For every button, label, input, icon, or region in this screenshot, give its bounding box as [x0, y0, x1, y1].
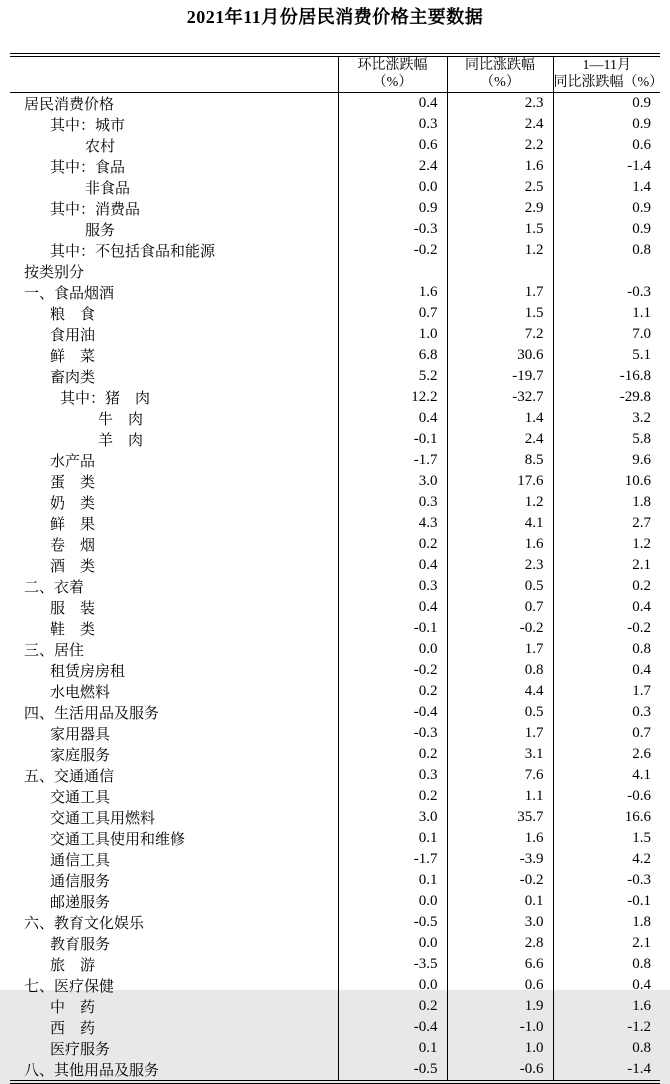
row-value-yoy: -19.7: [447, 366, 553, 387]
table-row: [10, 1059, 660, 1082]
row-label: 卷 烟: [50, 537, 96, 554]
row-value-ytd: 0.6: [553, 135, 660, 156]
table-row: [10, 660, 660, 681]
table-row: [10, 471, 660, 492]
row-value-yoy: 2.3: [447, 92, 553, 114]
row-value-mom: 0.2: [338, 786, 447, 807]
table-row: [10, 345, 660, 366]
row-value-yoy: 0.1: [447, 891, 553, 912]
row-value-yoy: 1.6: [447, 156, 553, 177]
row-label: 食用油: [50, 327, 96, 344]
row-label: 三、居住: [24, 642, 85, 659]
row-value-ytd: 1.8: [553, 912, 660, 933]
row-label: 交通工具: [50, 789, 111, 806]
table-row: [10, 576, 660, 597]
table-row: [10, 492, 660, 513]
row-value-yoy: -1.0: [447, 1017, 553, 1038]
row-label: 租赁房房租: [50, 663, 126, 680]
row-label: 医疗服务: [50, 1041, 111, 1058]
row-value-ytd: 1.8: [553, 492, 660, 513]
row-value-ytd: 0.3: [553, 702, 660, 723]
row-label: 居民消费价格: [24, 96, 115, 113]
row-value-yoy: 0.5: [447, 702, 553, 723]
table-row: [10, 114, 660, 135]
row-value-ytd: 0.7: [553, 723, 660, 744]
row-label: 六、教育文化娱乐: [24, 915, 145, 932]
row-label: 蛋 类: [50, 474, 96, 491]
table-row: [10, 387, 660, 408]
row-value-ytd: 7.0: [553, 324, 660, 345]
row-value-ytd: 0.9: [553, 92, 660, 114]
row-label: 其中：食品: [50, 159, 126, 176]
row-value-yoy: 1.4: [447, 408, 553, 429]
table-row: [10, 597, 660, 618]
row-value-yoy: 1.2: [447, 240, 553, 261]
row-label: 邮递服务: [50, 894, 111, 911]
table-row: [10, 618, 660, 639]
row-value-yoy: 2.4: [447, 429, 553, 450]
cpi-table: [10, 53, 664, 1084]
row-value-mom: 3.0: [338, 471, 447, 492]
row-label: 鞋 类: [50, 621, 96, 638]
table-row: [10, 765, 660, 786]
row-value-mom: 0.4: [338, 597, 447, 618]
row-label: 鲜 果: [50, 516, 96, 533]
row-value-mom: 0.3: [338, 114, 447, 135]
row-value-mom: -3.5: [338, 954, 447, 975]
row-label: 通信服务: [50, 873, 111, 890]
row-label: 奶 类: [50, 495, 96, 512]
col-header-yoy: [447, 55, 553, 92]
table-row: [10, 261, 660, 282]
table-row: [10, 639, 660, 660]
row-label: 按类别分: [24, 264, 85, 281]
row-value-yoy: 1.9: [447, 996, 553, 1017]
row-value-mom: 0.2: [338, 744, 447, 765]
table-row: [10, 723, 660, 744]
row-value-yoy: 3.0: [447, 912, 553, 933]
row-value-mom: -0.5: [338, 1059, 447, 1082]
row-value-yoy: 30.6: [447, 345, 553, 366]
row-value-yoy: -0.2: [447, 618, 553, 639]
row-value-mom: 4.3: [338, 513, 447, 534]
row-label: 牛 肉: [98, 411, 144, 428]
row-value-mom: 0.9: [338, 198, 447, 219]
row-value-yoy: 1.0: [447, 1038, 553, 1059]
table-row: [10, 1017, 660, 1038]
table-row: [10, 870, 660, 891]
row-value-mom: 12.2: [338, 387, 447, 408]
row-value-mom: 0.0: [338, 639, 447, 660]
row-value-yoy: 8.5: [447, 450, 553, 471]
row-value-yoy: 6.6: [447, 954, 553, 975]
col-header-ytd: [553, 55, 664, 92]
row-value-yoy: 0.6: [447, 975, 553, 996]
col-header-line2: 同比涨跌幅（%）: [553, 75, 664, 91]
row-value-mom: -1.7: [338, 450, 447, 471]
row-value-ytd: 0.8: [553, 240, 660, 261]
row-value-mom: 2.4: [338, 156, 447, 177]
col-header-mom: [338, 55, 447, 92]
row-value-ytd: 0.4: [553, 597, 660, 618]
table-row: [10, 555, 660, 576]
row-value-mom: 0.1: [338, 828, 447, 849]
row-value-ytd: 10.6: [553, 471, 660, 492]
table-row: [10, 1038, 660, 1059]
table-row: [10, 954, 660, 975]
row-label: 西 药: [50, 1020, 96, 1037]
row-value-yoy: 0.7: [447, 597, 553, 618]
row-value-ytd: 1.7: [553, 681, 660, 702]
row-value-ytd: 0.8: [553, 954, 660, 975]
row-label: 四、生活用品及服务: [24, 705, 160, 722]
row-value-ytd: 0.2: [553, 576, 660, 597]
row-value-ytd: 4.2: [553, 849, 660, 870]
row-label: 通信工具: [50, 852, 111, 869]
row-label: 鲜 菜: [50, 348, 96, 365]
row-value-yoy: 1.6: [447, 534, 553, 555]
row-value-yoy: 7.2: [447, 324, 553, 345]
row-value-ytd: 3.2: [553, 408, 660, 429]
row-label: 家庭服务: [50, 747, 111, 764]
row-label: 旅 游: [50, 957, 96, 974]
col-header-line2: （%）: [372, 75, 413, 91]
col-header-line1: 1—11月: [582, 58, 631, 74]
table-row: [10, 513, 660, 534]
table-row: [10, 933, 660, 954]
row-value-mom: 0.7: [338, 303, 447, 324]
table-row: [10, 786, 660, 807]
row-label: 服 装: [50, 600, 96, 617]
row-value-ytd: -0.3: [553, 282, 660, 303]
row-label: 水电燃料: [50, 684, 111, 701]
row-value-mom: -0.3: [338, 723, 447, 744]
row-label: 教育服务: [50, 936, 111, 953]
row-value-yoy: 35.7: [447, 807, 553, 828]
row-value-mom: 0.1: [338, 1038, 447, 1059]
row-value-mom: 0.3: [338, 576, 447, 597]
row-value-yoy: 1.2: [447, 492, 553, 513]
row-value-ytd: 5.8: [553, 429, 660, 450]
row-value-mom: 0.2: [338, 534, 447, 555]
table-row: [10, 240, 660, 261]
row-value-ytd: 1.2: [553, 534, 660, 555]
table-row: [10, 534, 660, 555]
row-label: 中 药: [50, 999, 96, 1016]
table-row: [10, 429, 660, 450]
table-row: [10, 849, 660, 870]
table-row: [10, 219, 660, 240]
row-value-ytd: -1.2: [553, 1017, 660, 1038]
row-label: 交通工具使用和维修: [50, 831, 186, 848]
row-value-mom: -0.1: [338, 429, 447, 450]
row-value-ytd: 4.1: [553, 765, 660, 786]
row-value-yoy: 3.1: [447, 744, 553, 765]
row-value-mom: 0.4: [338, 555, 447, 576]
row-value-mom: 3.0: [338, 807, 447, 828]
row-value-mom: 0.3: [338, 765, 447, 786]
row-label: 八、其他用品及服务: [24, 1062, 160, 1079]
table-row: [10, 303, 660, 324]
row-label: 粮 食: [50, 306, 96, 323]
row-value-mom: -0.4: [338, 1017, 447, 1038]
row-value-yoy: 2.3: [447, 555, 553, 576]
row-value-mom: 6.8: [338, 345, 447, 366]
row-value-mom: 0.4: [338, 408, 447, 429]
row-value-ytd: 0.4: [553, 660, 660, 681]
row-value-ytd: 0.9: [553, 219, 660, 240]
table-row: [10, 198, 660, 219]
row-value-ytd: 1.4: [553, 177, 660, 198]
row-value-ytd: 16.6: [553, 807, 660, 828]
table-row: [10, 282, 660, 303]
row-value-yoy: 1.7: [447, 723, 553, 744]
row-label: 家用器具: [50, 726, 111, 743]
table-row: [10, 92, 660, 114]
row-label: 二、衣着: [24, 579, 85, 596]
page-title: 2021年11月份居民消费价格主要数据: [186, 7, 484, 27]
row-value-ytd: -29.8: [553, 387, 660, 408]
row-value-mom: 0.0: [338, 933, 447, 954]
row-value-mom: 0.0: [338, 891, 447, 912]
table-row: [10, 408, 660, 429]
row-value-yoy: -32.7: [447, 387, 553, 408]
row-value-yoy: 2.8: [447, 933, 553, 954]
row-value-yoy: -0.2: [447, 870, 553, 891]
row-label: 其中：城市: [50, 117, 126, 134]
row-value-ytd: [553, 261, 660, 282]
row-value-ytd: -0.6: [553, 786, 660, 807]
row-label: 非食品: [85, 180, 131, 197]
row-value-yoy: 4.1: [447, 513, 553, 534]
row-value-ytd: 1.1: [553, 303, 660, 324]
row-value-mom: 0.0: [338, 975, 447, 996]
table-row: [10, 450, 660, 471]
row-label: 农村: [85, 138, 116, 155]
row-value-yoy: -0.6: [447, 1059, 553, 1082]
row-value-ytd: 5.1: [553, 345, 660, 366]
row-value-yoy: 1.5: [447, 219, 553, 240]
row-value-mom: 0.2: [338, 681, 447, 702]
row-value-yoy: 1.7: [447, 639, 553, 660]
row-value-ytd: 1.5: [553, 828, 660, 849]
table-header: [10, 55, 664, 92]
row-value-ytd: -1.4: [553, 1059, 660, 1082]
table-row: [10, 744, 660, 765]
row-value-ytd: -0.3: [553, 870, 660, 891]
table-row: [10, 828, 660, 849]
row-value-mom: 0.4: [338, 92, 447, 114]
row-value-mom: -0.4: [338, 702, 447, 723]
table-row: [10, 681, 660, 702]
table-row: [10, 891, 660, 912]
row-label: 其中：不包括食品和能源: [50, 243, 216, 260]
row-value-yoy: 1.6: [447, 828, 553, 849]
row-value-yoy: 0.8: [447, 660, 553, 681]
row-value-mom: -0.3: [338, 219, 447, 240]
row-value-ytd: 2.1: [553, 933, 660, 954]
table-row: [10, 702, 660, 723]
table-row: [10, 912, 660, 933]
table-row: [10, 156, 660, 177]
row-value-ytd: -16.8: [553, 366, 660, 387]
col-header-line1: 环比涨跌幅: [357, 58, 428, 74]
row-label: 一、食品烟酒: [24, 285, 115, 302]
row-label: 其中：消费品: [50, 201, 141, 218]
row-value-ytd: 0.8: [553, 639, 660, 660]
row-value-mom: 0.1: [338, 870, 447, 891]
table-body: [10, 92, 660, 1082]
row-value-yoy: 0.5: [447, 576, 553, 597]
table-row: [10, 135, 660, 156]
row-value-yoy: 2.2: [447, 135, 553, 156]
row-value-mom: 0.2: [338, 996, 447, 1017]
row-label: 七、医疗保健: [24, 978, 115, 995]
row-value-ytd: -0.2: [553, 618, 660, 639]
row-value-mom: -0.5: [338, 912, 447, 933]
row-value-yoy: 2.5: [447, 177, 553, 198]
row-label: 畜肉类: [50, 369, 96, 386]
row-value-mom: 0.0: [338, 177, 447, 198]
row-value-ytd: -1.4: [553, 156, 660, 177]
row-value-ytd: 2.1: [553, 555, 660, 576]
row-label: 羊 肉: [98, 432, 144, 449]
row-value-yoy: 1.5: [447, 303, 553, 324]
table-row: [10, 996, 660, 1017]
row-value-yoy: -3.9: [447, 849, 553, 870]
row-value-yoy: 2.4: [447, 114, 553, 135]
row-value-mom: -0.2: [338, 240, 447, 261]
col-header-category: [10, 55, 338, 92]
header-row: [10, 55, 660, 92]
row-value-yoy: 1.1: [447, 786, 553, 807]
row-value-mom: 1.6: [338, 282, 447, 303]
row-label: 其中：猪 肉: [60, 390, 151, 407]
row-value-mom: 5.2: [338, 366, 447, 387]
row-value-yoy: 17.6: [447, 471, 553, 492]
row-label: 五、交通通信: [24, 768, 115, 785]
row-value-yoy: 1.7: [447, 282, 553, 303]
row-value-yoy: 7.6: [447, 765, 553, 786]
row-value-mom: -1.7: [338, 849, 447, 870]
table-row: [10, 366, 660, 387]
table-row: [10, 807, 660, 828]
row-value-yoy: [447, 261, 553, 282]
row-value-mom: -0.2: [338, 660, 447, 681]
row-value-ytd: 0.9: [553, 114, 660, 135]
row-value-ytd: 2.6: [553, 744, 660, 765]
row-label: 服务: [85, 222, 116, 239]
row-value-mom: -0.1: [338, 618, 447, 639]
row-label: 酒 类: [50, 558, 96, 575]
row-value-ytd: 1.6: [553, 996, 660, 1017]
row-value-yoy: 4.4: [447, 681, 553, 702]
row-value-ytd: 9.6: [553, 450, 660, 471]
row-value-yoy: 2.9: [447, 198, 553, 219]
row-value-ytd: 0.8: [553, 1038, 660, 1059]
row-value-ytd: 0.9: [553, 198, 660, 219]
row-value-ytd: -0.1: [553, 891, 660, 912]
row-value-ytd: 2.7: [553, 513, 660, 534]
row-value-mom: 0.6: [338, 135, 447, 156]
row-value-mom: 0.3: [338, 492, 447, 513]
row-value-mom: [338, 261, 447, 282]
col-header-line2: （%）: [480, 75, 520, 91]
row-label: 水产品: [50, 453, 96, 470]
row-value-mom: 1.0: [338, 324, 447, 345]
col-header-line1: 同比涨跌幅: [465, 58, 535, 74]
table-row: [10, 324, 660, 345]
table-row: [10, 975, 660, 996]
table-row: [10, 177, 660, 198]
row-value-ytd: 0.4: [553, 975, 660, 996]
row-label: 交通工具用燃料: [50, 810, 156, 827]
